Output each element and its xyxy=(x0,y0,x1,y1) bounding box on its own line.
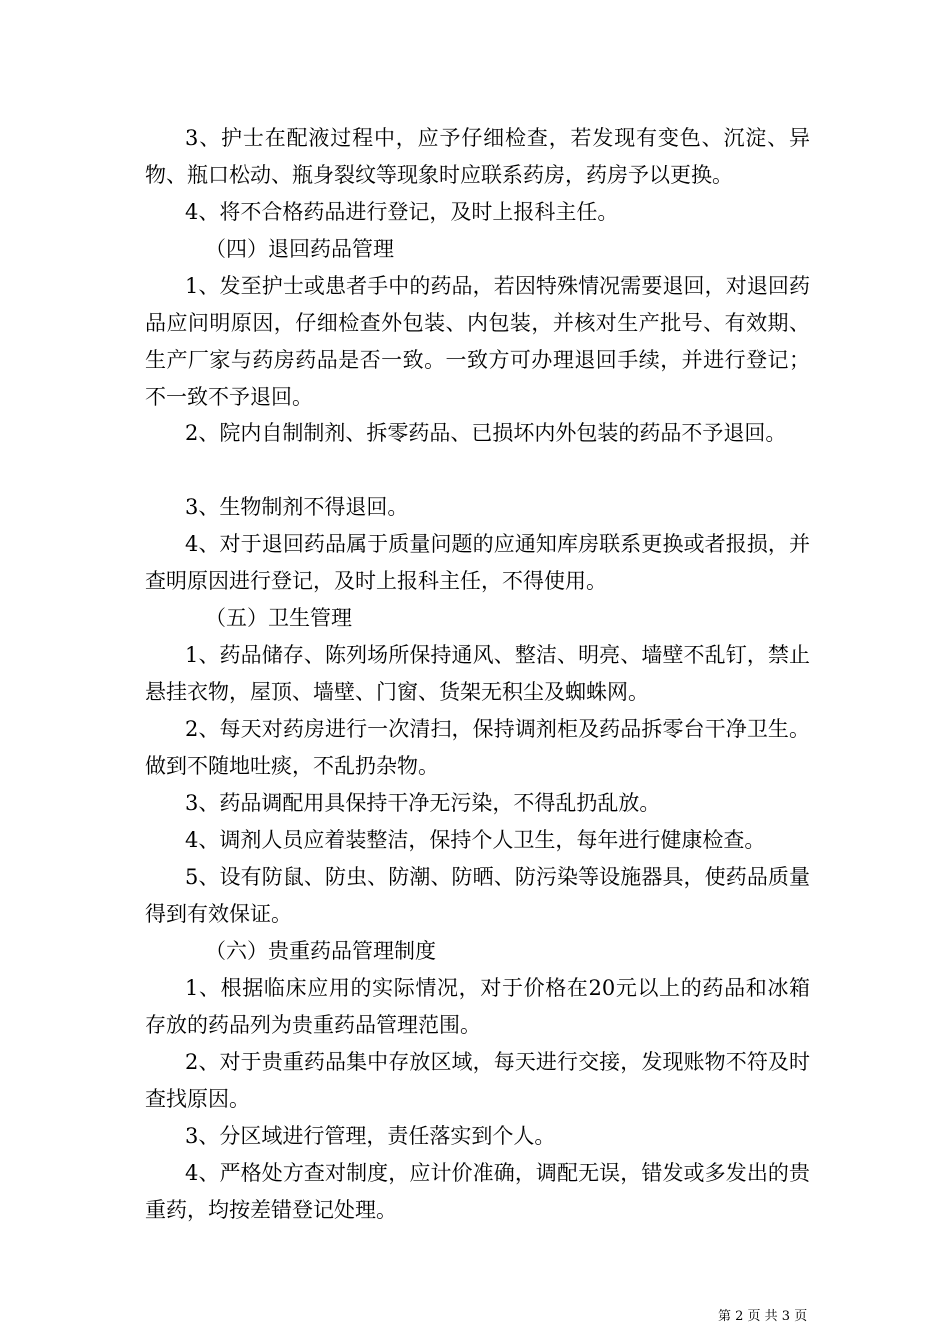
paragraph-item-3-inspection: 3、护士在配液过程中，应予仔细检查，若发现有变色、沉淀、异物、瓶口松动、瓶身裂纹等现象时应联系药房，药房予以更换。 xyxy=(145,126,810,187)
paragraph-returns-4: 4、对于退回药品属于质量问题的应通知库房联系更换或者报损，并查明原因进行登记，及时上报科主任，不得使用。 xyxy=(145,532,810,593)
paragraph-returns-1: 1、发至护士或患者手中的药品，若因特殊情况需要退回，对退回药品应问明原因，仔细检查外包装、内包装，并核对生产批号、有效期、生产厂家与药房药品是否一致。一致方可办理退回手续，并进行登记；不一致不予退回。 xyxy=(145,274,810,409)
paragraph-hygiene-4: 4、调剂人员应着装整洁，保持个人卫生，每年进行健康检查。 xyxy=(185,828,766,852)
section-heading-returns: （四）退回药品管理 xyxy=(205,237,394,261)
paragraph-valuable-4: 4、严格处方查对制度，应计价准确，调配无误，错发或多发出的贵重药，均按差错登记处理。 xyxy=(145,1161,810,1222)
paragraph-returns-3: 3、生物制剂不得退回。 xyxy=(185,495,409,519)
section-heading-hygiene: （五）卫生管理 xyxy=(205,606,352,630)
paragraph-item-4-register: 4、将不合格药品进行登记，及时上报科主任。 xyxy=(185,200,619,224)
section-heading-valuable-drugs: （六）贵重药品管理制度 xyxy=(205,939,436,963)
page-number-footer: 第 2 页 共 3 页 xyxy=(718,1309,808,1324)
paragraph-valuable-2: 2、对于贵重药品集中存放区域，每天进行交接，发现账物不符及时查找原因。 xyxy=(145,1050,810,1111)
paragraph-valuable-3: 3、分区域进行管理，责任落实到个人。 xyxy=(185,1124,556,1148)
paragraph-valuable-1: 1、根据临床应用的实际情况，对于价格在20元以上的药品和冰箱存放的药品列为贵重药品管理范围。 xyxy=(145,976,810,1037)
paragraph-hygiene-3: 3、药品调配用具保持干净无污染，不得乱扔乱放。 xyxy=(185,791,661,815)
paragraph-hygiene-1: 1、药品储存、陈列场所保持通风、整洁、明亮、墙壁不乱钉，禁止悬挂衣物，屋顶、墙壁、门窗、货架无积尘及蜘蛛网。 xyxy=(145,643,810,704)
paragraph-hygiene-5: 5、设有防鼠、防虫、防潮、防晒、防污染等设施器具，使药品质量得到有效保证。 xyxy=(145,865,810,926)
paragraph-returns-2: 2、院内自制制剂、拆零药品、已损坏内外包装的药品不予退回。 xyxy=(185,421,787,445)
paragraph-hygiene-2: 2、每天对药房进行一次清扫，保持调剂柜及药品拆零台干净卫生。做到不随地吐痰，不乱扔杂物。 xyxy=(145,717,810,778)
